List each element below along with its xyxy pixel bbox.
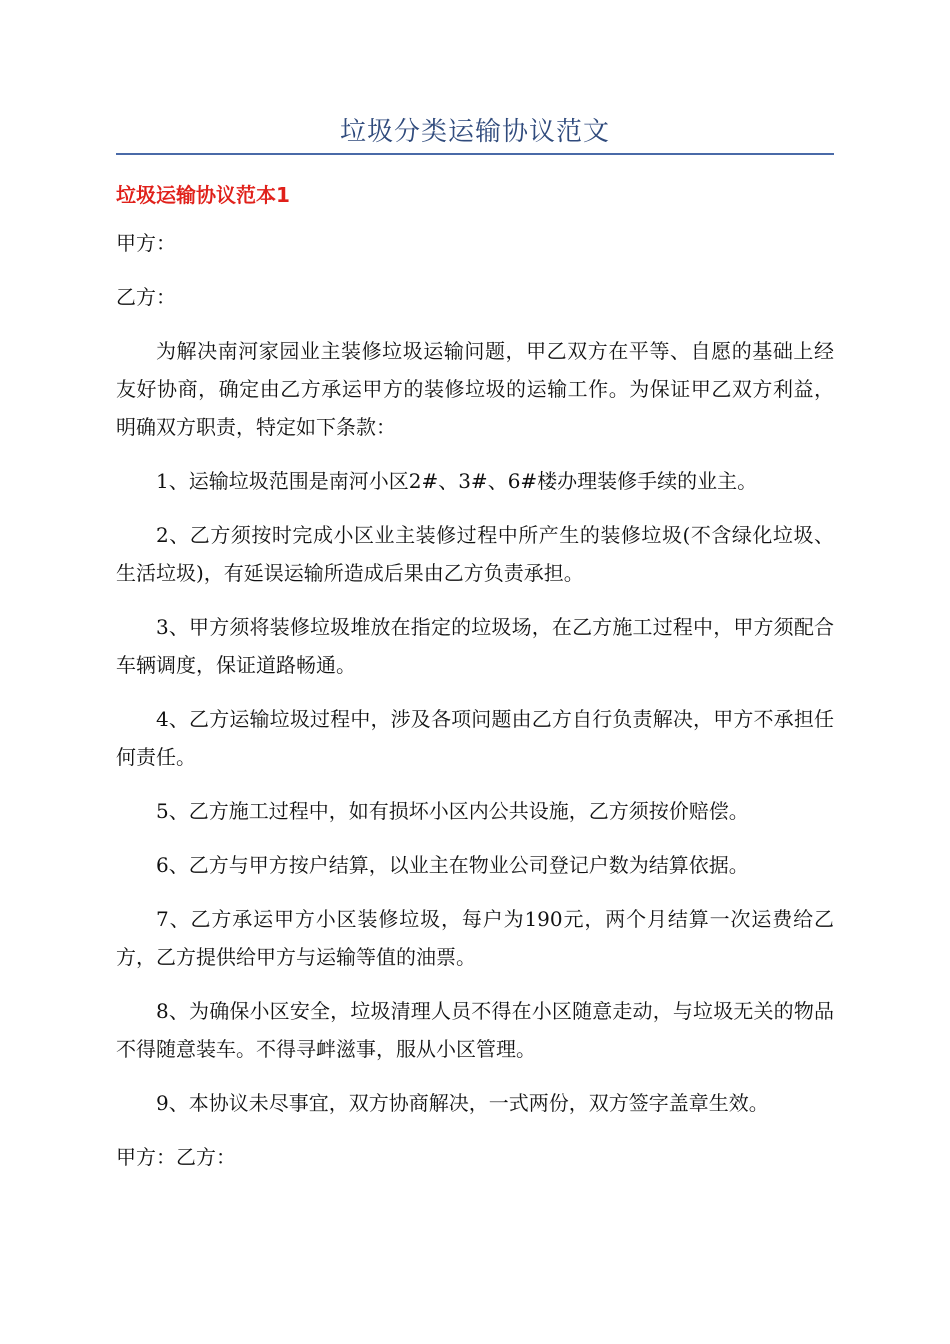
- clause-4: 4、乙方运输垃圾过程中，涉及各项问题由乙方自行负责解决，甲方不承担任何责任。: [116, 707, 834, 769]
- clause-6: 6、乙方与甲方按户结算，以业主在物业公司登记户数为结算依据。: [156, 853, 749, 877]
- party-b-label: 乙方：: [116, 285, 176, 309]
- clause-1: 1、运输垃圾范围是南河小区2#、3#、6#楼办理装修手续的业主。: [156, 469, 758, 493]
- clause-5: 5、乙方施工过程中，如有损坏小区内公共设施，乙方须按价赔偿。: [156, 799, 749, 823]
- clause-7: 7、乙方承运甲方小区装修垃圾，每户为190元，两个月结算一次运费给乙方，乙方提供给甲方与运输等值的油票。: [116, 907, 834, 969]
- section-heading: 垃圾运输协议范本1: [116, 183, 290, 207]
- title-divider: [116, 153, 834, 155]
- clause-9: 9、本协议未尽事宜，双方协商解决，一式两份，双方签字盖章生效。: [156, 1091, 769, 1115]
- clause-8: 8、为确保小区安全，垃圾清理人员不得在小区随意走动，与垃圾无关的物品不得随意装车。不得寻衅滋事，服从小区管理。: [116, 999, 834, 1061]
- party-a-label: 甲方：: [116, 231, 176, 255]
- document-body: [116, 178, 834, 1192]
- clause-2: 2、乙方须按时完成小区业主装修过程中所产生的装修垃圾(不含绿化垃圾、生活垃圾)，有延误运输所造成后果由乙方负责承担。: [116, 523, 834, 585]
- intro-paragraph: 为解决南河家园业主装修垃圾运输问题，甲乙双方在平等、自愿的基础上经友好协商，确定由乙方承运甲方的装修垃圾的运输工作。为保证甲乙双方利益，明确双方职责，特定如下条款：: [116, 339, 834, 439]
- clause-3: 3、甲方须将装修垃圾堆放在指定的垃圾场，在乙方施工过程中，甲方须配合车辆调度，保证道路畅通。: [116, 615, 834, 677]
- document-title: 垃圾分类运输协议范文: [339, 117, 610, 147]
- signature-line: 甲方：乙方：: [116, 1145, 236, 1169]
